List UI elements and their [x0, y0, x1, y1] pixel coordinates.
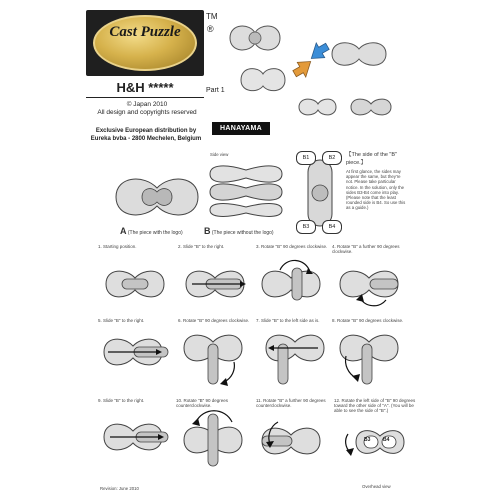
step-label: 3. Rotate "B" 90 degrees clockwise. [256, 244, 328, 249]
cell-b4: B4 [322, 220, 342, 234]
revision-label: Revision: June 2010 [100, 486, 139, 491]
piece-a-letter: A [120, 226, 127, 236]
part-label: Part 1 [206, 87, 225, 94]
piece-b-letter: B [204, 226, 211, 236]
step-label: 5. Slide "B" to the right. [98, 318, 145, 323]
step-label: 12. Rotate the left side of "B" 90 degrees toward the other side of "A". (You will be able to see the side of "B".) [334, 398, 416, 414]
step-12-b3: B3 [364, 437, 371, 443]
cell-b2: B2 [322, 151, 342, 165]
copyright-line: © Japan 2010 [126, 101, 168, 108]
step-label: 1. Starting position. [98, 244, 137, 249]
puzzle-title: H&H ***** [116, 80, 174, 95]
step-label: 4. Rotate "B" a further 90 degrees clockwise. [332, 244, 400, 255]
registered-symbol: ® [207, 24, 214, 34]
brand-logo [86, 10, 204, 76]
step-1-illustration [102, 262, 168, 306]
step-12-b4: B4 [383, 437, 390, 443]
step-label: 9. Slide "B" to the right. [98, 398, 145, 403]
rights-line: All design and copyrights reserved [97, 109, 197, 116]
piece-b-label [204, 226, 274, 236]
step-label: 2. Slide "B" to the right. [178, 244, 225, 249]
step-6-illustration [180, 326, 248, 388]
cell-b1: B1 [296, 151, 316, 165]
step-9-illustration [100, 412, 172, 462]
step-11-illustration [258, 416, 328, 466]
step-label: 8. Rotate "B" 90 degrees clockwise. [332, 318, 404, 323]
piece-a-label [120, 226, 183, 236]
side-view-label: Side view [210, 152, 229, 157]
overhead-view-label: Overhead view [362, 484, 391, 489]
distribution-text: Exclusive European distribution by Eureka bvba - 2800 Mechelen, Belgium [90, 128, 202, 142]
puzzle-illustration-top [225, 18, 285, 58]
trademark-symbol: TM [206, 12, 218, 21]
side-view-illustration [206, 160, 286, 220]
logo-text: Cast Puzzle [109, 24, 181, 40]
side-note-body: At first glance, the sides may appear the same, but they're not. Please take particular notice. In the solution, only the sides B3-B4 come into play. (Please note that the least rounded side is B4. So use this as a guide.) [346, 169, 406, 211]
piece-a-illustration [112, 170, 202, 225]
step-label: 7. Slide "B" to the left side as is. [256, 318, 320, 323]
title-divider [86, 97, 204, 98]
copyright-block [86, 101, 208, 117]
step-4-illustration [336, 262, 402, 306]
step-label: 6. Rotate "B" 90 degrees clockwise. [178, 318, 250, 323]
side-note-title: 【The side of the "B" piece.】 [346, 152, 397, 166]
puzzle-illustration-right [328, 34, 390, 74]
step-label: 11. Rotate "B" a further 90 degrees counterclockwise. [256, 398, 326, 409]
arrow-blue-icon [306, 40, 330, 60]
arrow-orange-icon [292, 60, 316, 80]
step-3-illustration [258, 262, 324, 306]
step-label: 10. Rotate "B" 90 degrees counterclockwise. [176, 398, 228, 409]
step-10-illustration [180, 410, 248, 470]
piece-a-caption: (The piece with the logo) [127, 230, 183, 236]
step-12-illustration [340, 420, 410, 464]
cell-b3: B3 [296, 220, 316, 234]
step-5-illustration [100, 330, 172, 374]
puzzle-illustration-top-2 [238, 62, 288, 97]
step-7-illustration [262, 326, 328, 388]
side-note [346, 150, 408, 211]
piece-b-caption: (The piece without the logo) [211, 230, 274, 236]
step-2-illustration [182, 262, 252, 306]
hanayama-logo: HANAYAMA [212, 122, 270, 135]
step-8-illustration [336, 326, 402, 388]
logo-oval [93, 15, 197, 71]
puzzle-illustration-separated [296, 92, 396, 122]
